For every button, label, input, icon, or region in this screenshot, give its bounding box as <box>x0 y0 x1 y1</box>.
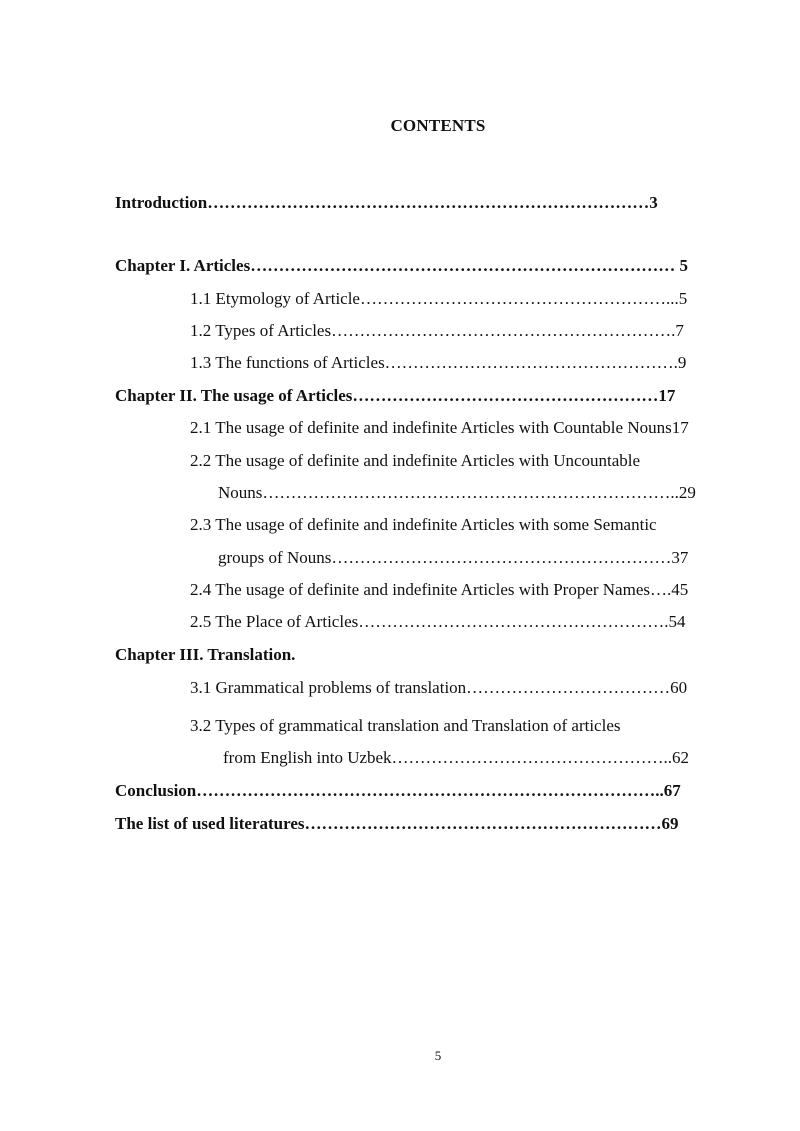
contents-heading: CONTENTS <box>390 116 486 135</box>
toc-entry-2-5: 2.5 The Place of Articles……………………………………………….54 <box>190 612 686 631</box>
toc-entry-1-3: 1.3 The functions of Articles…………………………………………….9 <box>190 353 687 372</box>
toc-entry-literature: The list of used literatures………………………………………………………69 <box>115 814 679 833</box>
toc-entry-2-4: 2.4 The usage of definite and indefinite Articles with Proper Names….45 <box>190 580 689 599</box>
toc-entry-3-1: 3.1 Grammatical problems of translation………………………………60 <box>190 678 688 697</box>
page-number: 5 <box>434 1048 442 1063</box>
toc-entry-introduction: Introduction……………………………………………………………………3 <box>115 193 658 212</box>
toc-entry-3-2-continued: from English into Uzbek…………………………………………..62 <box>223 748 690 767</box>
toc-entry-2-2: 2.2 The usage of definite and indefinite Articles with Uncountable <box>190 451 641 470</box>
toc-entry-1-1: 1.1 Etymology of Article………………………………………………...5 <box>190 289 688 308</box>
toc-entry-chapter-1: Chapter I. Articles………………………………………………………………… 5 <box>115 256 688 275</box>
toc-entry-conclusion: Conclusion………………………………………………………………………..67 <box>115 781 681 800</box>
toc-entry-2-1: 2.1 The usage of definite and indefinite Articles with Countable Nouns17 <box>190 418 689 437</box>
toc-entry-chapter-3: Chapter III. Translation. <box>115 645 296 664</box>
toc-entry-chapter-2: Chapter II. The usage of Articles………………………………………………17 <box>115 386 676 405</box>
toc-entry-2-3-continued: groups of Nouns……………………………………………………37 <box>218 548 689 567</box>
toc-entry-2-3: 2.3 The usage of definite and indefinite Articles with some Semantic <box>190 515 657 534</box>
toc-entry-2-2-continued: Nouns………………………………………………………………..29 <box>218 483 696 502</box>
toc-entry-3-2: 3.2 Types of grammatical translation and Translation of articles <box>190 716 621 735</box>
toc-entry-1-2: 1.2 Types of Articles…………………………………………………….7 <box>190 321 684 340</box>
